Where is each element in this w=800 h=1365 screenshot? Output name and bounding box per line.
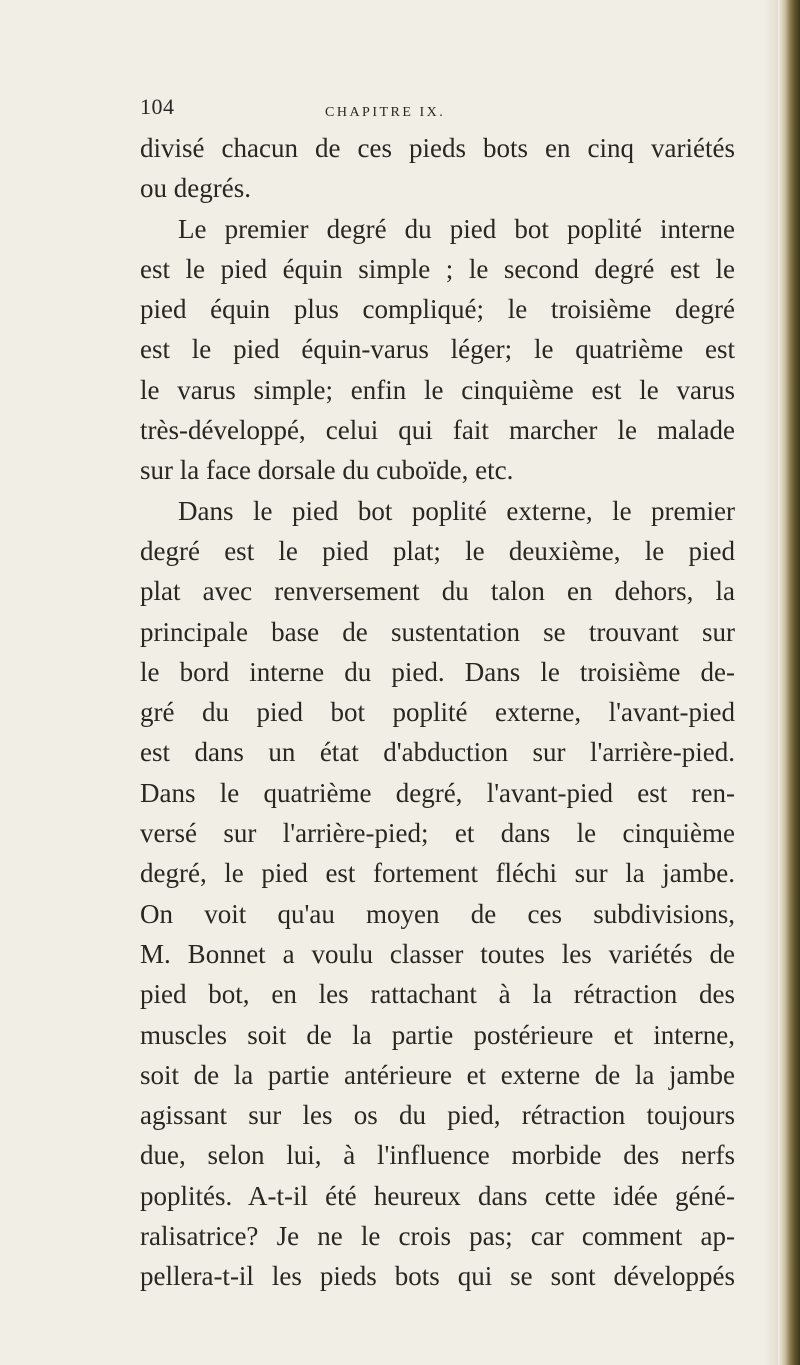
text-line: soit de la partie antérieure et externe de la jambe <box>140 1059 735 1090</box>
text-line: versé sur l'arrière-pied; et dans le cinquième <box>140 818 735 849</box>
text-line: degré est le pied plat; le deuxième, le pied <box>140 535 735 566</box>
text-line: agissant sur les os du pied, rétraction toujours <box>140 1100 735 1131</box>
text-line: est le pied équin-varus léger; le quatrième est <box>140 334 735 365</box>
text-line: principale base de sustentation se trouvant sur <box>140 616 735 647</box>
text-line: pied équin plus compliqué; le troisième degré <box>140 294 735 325</box>
book-binding-edge <box>778 0 800 1365</box>
text-line: degré, le pied est fortement fléchi sur la jambe. <box>140 858 735 889</box>
text-line: est dans un état d'abduction sur l'arrière-pied. <box>140 737 735 768</box>
text-line: ralisatrice? Je ne le crois pas; car comment ap- <box>140 1221 735 1252</box>
text-line: pied bot, en les rattachant à la rétraction des <box>140 979 735 1010</box>
page-number: 104 <box>140 94 175 119</box>
text-line: On voit qu'au moyen de ces subdivisions, <box>140 898 735 929</box>
text-line: sur la face dorsale du cuboïde, etc. <box>140 455 514 486</box>
text-line: muscles soit de la partie postérieure et interne, <box>140 1019 735 1050</box>
running-head: CHAPITRE IX. <box>325 105 446 120</box>
text-line: pellera-t-il les pieds bots qui se sont développés <box>140 1261 735 1292</box>
text-line: très-développé, celui qui fait marcher le malade <box>140 415 735 446</box>
text-line: M. Bonnet a voulu classer toutes les variétés de <box>140 938 735 969</box>
text-line: divisé chacun de ces pieds bots en cinq variétés <box>140 133 735 163</box>
text-line: plat avec renversement du talon en dehors, la <box>140 576 735 607</box>
text-line: Le premier degré du pied bot poplité interne <box>178 213 735 244</box>
text-line: le bord interne du pied. Dans le troisième de- <box>140 656 735 687</box>
text-line: ou degrés. <box>140 173 251 204</box>
text-line: est le pied équin simple ; le second degré est le <box>140 253 735 284</box>
text-line: due, selon lui, à l'influence morbide des nerfs <box>140 1140 735 1171</box>
text-line: le varus simple; enfin le cinquième est le varus <box>140 374 735 405</box>
text-line: Dans le pied bot poplité externe, le premier <box>178 495 735 526</box>
body-text <box>140 128 735 1297</box>
text-line: gré du pied bot poplité externe, l'avant-pied <box>140 697 735 728</box>
text-line: poplités. A-t-il été heureux dans cette idée géné- <box>140 1180 735 1211</box>
binding-shadow <box>764 0 778 1365</box>
text-line: Dans le quatrième degré, l'avant-pied est ren- <box>140 777 735 808</box>
